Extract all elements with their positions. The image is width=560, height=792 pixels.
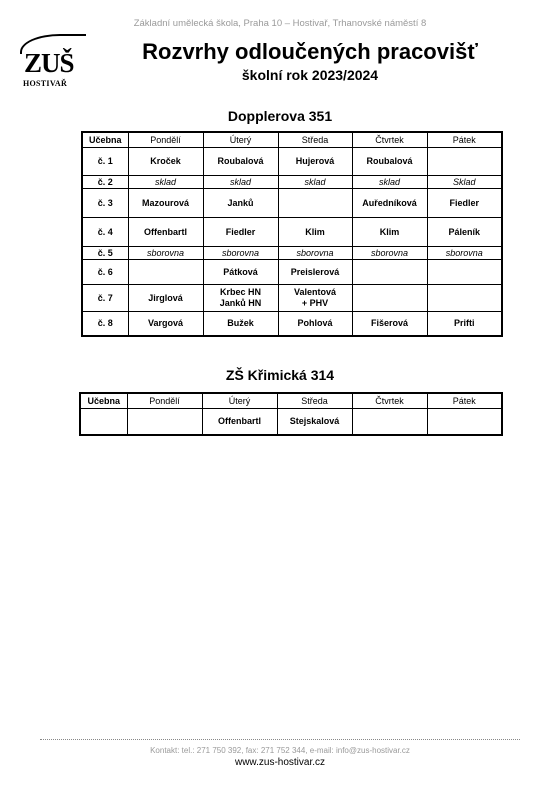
schedule-cell: Vargová (128, 312, 203, 336)
room-cell (80, 409, 127, 435)
col-header-thursday: Čtvrtek (352, 132, 427, 148)
col-header-friday: Pátek (427, 393, 502, 409)
table-row (82, 189, 502, 218)
table-row (80, 409, 502, 435)
footer-contact: Kontakt: tel.: 271 750 392, fax: 271 752 344, e-mail: info@zus-hostivar.cz (150, 746, 410, 755)
table-row (82, 148, 502, 176)
schedule-cell (352, 285, 427, 312)
schedule-cell: sborovna (203, 247, 278, 260)
schedule-cell: Bužek (203, 312, 278, 336)
schedule-cell: sborovna (352, 247, 427, 260)
schedule-cell: Fiedler (203, 218, 278, 247)
schedule-cell: Offenbartl (202, 409, 277, 435)
col-header-room: Učebna (82, 132, 128, 148)
table-row (82, 312, 502, 336)
schedule-cell: sborovna (427, 247, 502, 260)
schedule-cell (427, 148, 502, 176)
schedule-cell (352, 260, 427, 285)
schedule-cell: Stejskalová (277, 409, 352, 435)
schedule-cell: Klim (352, 218, 427, 247)
col-header-friday: Pátek (427, 132, 502, 148)
schedule-cell: Kroček (128, 148, 203, 176)
schedule-cell: Sklad (427, 176, 502, 189)
schedule-cell: Preislerová (278, 260, 352, 285)
schedule-cell: Fišerová (352, 312, 427, 336)
schedule-cell: sborovna (128, 247, 203, 260)
col-header-monday: Pondělí (128, 132, 203, 148)
schedule-cell: Hujerová (278, 148, 352, 176)
schedule-cell: sborovna (278, 247, 352, 260)
schedule-cell: Offenbartl (128, 218, 203, 247)
schedule-cell (427, 409, 502, 435)
school-year: školní rok 2023/2024 (241, 67, 379, 83)
table-row (82, 285, 502, 312)
schedule-cell: Jirglová (128, 285, 203, 312)
room-cell: č. 5 (82, 247, 128, 260)
schedule-cell-multiline (278, 285, 352, 312)
schedule-cell: Pohlová (278, 312, 352, 336)
schedule-cell (352, 409, 427, 435)
room-cell: č. 2 (82, 176, 128, 189)
schedule-cell: Mazourová (128, 189, 203, 218)
col-header-tuesday: Úterý (202, 393, 277, 409)
col-header-wednesday: Středa (277, 393, 352, 409)
room-cell: č. 4 (82, 218, 128, 247)
schedule-line: Valentová (293, 287, 337, 297)
schedule-cell: Pátková (203, 260, 278, 285)
col-header-wednesday: Středa (278, 132, 352, 148)
table-header-row (80, 393, 502, 409)
schedule-cell: Páleník (427, 218, 502, 247)
table-row (82, 247, 502, 260)
schedule-cell: Fiedler (427, 189, 502, 218)
schedule-cell: Prifti (427, 312, 502, 336)
col-header-tuesday: Úterý (203, 132, 278, 148)
room-cell: č. 7 (82, 285, 128, 312)
room-cell: č. 8 (82, 312, 128, 336)
room-cell: č. 6 (82, 260, 128, 285)
footer-divider (40, 739, 520, 740)
schedule-cell: Janků (203, 189, 278, 218)
schedule-cell: sklad (352, 176, 427, 189)
col-header-room: Učebna (80, 393, 127, 409)
table-header-row (82, 132, 502, 148)
schedule-cell-multiline (203, 285, 278, 312)
school-address-line: Základní umělecká škola, Praha 10 – Hostivař, Trhanovské náměstí 8 (133, 18, 427, 29)
table-row (82, 260, 502, 285)
schedule-cell: Roubalová (352, 148, 427, 176)
schedule-line: Krbec HN (219, 287, 261, 297)
schedule-cell: sklad (203, 176, 278, 189)
footer-website-link[interactable]: www.zus-hostivar.cz (234, 757, 326, 768)
schedule-cell: Klim (278, 218, 352, 247)
schedule-line: + PHV (301, 298, 329, 308)
schedule-cell: Auředníková (352, 189, 427, 218)
table-row (82, 218, 502, 247)
col-header-thursday: Čtvrtek (352, 393, 427, 409)
logo-sub-text: HOSTIVAŘ (23, 79, 68, 88)
schedule-cell (427, 285, 502, 312)
dopplerova-schedule-table (81, 131, 503, 337)
schedule-cell (128, 260, 203, 285)
schedule-cell: sklad (128, 176, 203, 189)
logo-main-text: ZUŠ (24, 48, 74, 78)
table-row (82, 176, 502, 189)
col-header-monday: Pondělí (127, 393, 202, 409)
section-heading-dopplerova: Dopplerova 351 (227, 108, 333, 124)
schedule-cell (278, 189, 352, 218)
krimicka-schedule-table (79, 392, 503, 436)
room-cell: č. 1 (82, 148, 128, 176)
room-cell: č. 3 (82, 189, 128, 218)
schedule-line: Janků HN (219, 298, 262, 308)
schedule-cell: Roubalová (203, 148, 278, 176)
schedule-cell: sklad (278, 176, 352, 189)
schedule-cell (127, 409, 202, 435)
section-heading-krimicka: ZŠ Křimická 314 (225, 367, 335, 383)
page-title: Rozvrhy odloučených pracovišť (142, 39, 478, 64)
schedule-cell (427, 260, 502, 285)
